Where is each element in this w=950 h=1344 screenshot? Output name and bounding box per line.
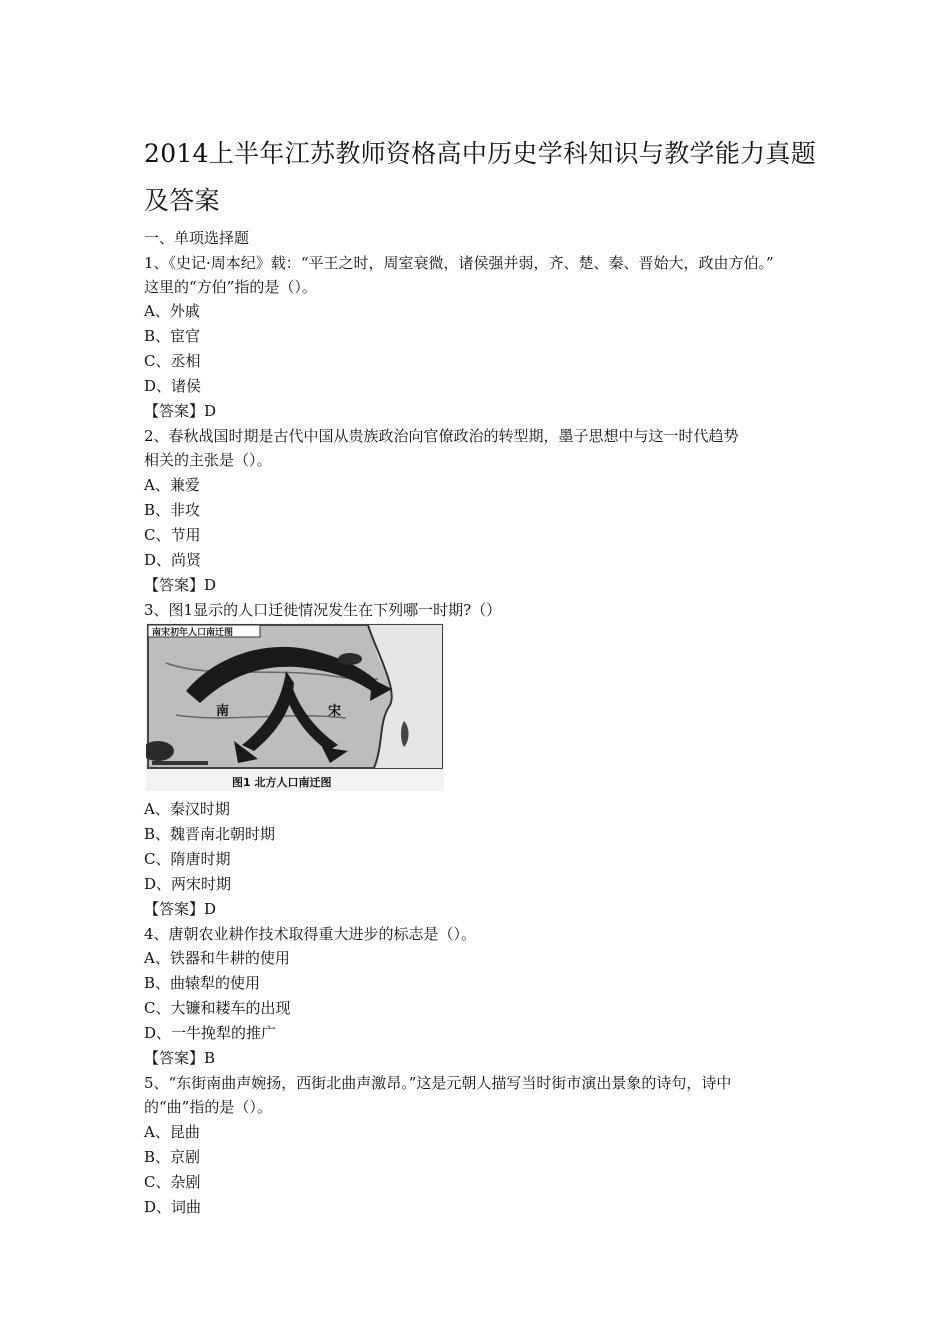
figure-caption: 图1 北方人口南迁图 <box>232 776 332 789</box>
q1-option-b: B、宦官 <box>144 327 201 345</box>
map-label-song: 宋 <box>328 704 342 719</box>
q5-option-b: B、京剧 <box>144 1148 201 1166</box>
q2-answer: 【答案】D <box>144 576 217 594</box>
q5-stem-line2: 的“曲”指的是（）。 <box>144 1098 272 1116</box>
map-dark-region <box>338 653 362 665</box>
q1-option-a: A、外戚 <box>144 302 200 320</box>
q3-option-b: B、魏晋南北朝时期 <box>144 825 276 843</box>
q4-stem-line1: 4、唐朝农业耕作技术取得重大进步的标志是（）。 <box>144 925 477 943</box>
q1-answer: 【答案】D <box>144 402 217 420</box>
q2-stem-line2: 相关的主张是（）。 <box>144 451 272 469</box>
q2-option-d: D、尚贤 <box>144 551 202 569</box>
q1-option-c: C、丞相 <box>144 352 201 370</box>
q1-stem-line1: 1、《史记·周本纪》载：“平王之时，周室衰微，诸侯强并弱，齐、楚、秦、晋始大，政由方伯。” <box>144 254 774 272</box>
q4-option-b: B、曲辕犁的使用 <box>144 974 261 992</box>
q5-option-c: C、杂剧 <box>144 1173 201 1191</box>
q5-option-a: A、昆曲 <box>144 1123 200 1141</box>
q4-answer: 【答案】B <box>144 1049 216 1067</box>
q3-answer: 【答案】D <box>144 900 217 918</box>
q1-stem-line2: 这里的“方伯”指的是（）。 <box>144 278 317 296</box>
document-title: 2014上半年江苏教师资格高中历史学科知识与教学能力真题及答案 <box>144 139 817 215</box>
q3-option-c: C、隋唐时期 <box>144 850 231 868</box>
section-heading: 一、单项选择题 <box>144 229 250 247</box>
q5-option-d: D、词曲 <box>144 1198 202 1216</box>
q4-option-d: D、一牛挽犁的推广 <box>144 1024 277 1042</box>
q2-option-a: A、兼爱 <box>144 476 200 494</box>
map-label-south: 南 <box>216 704 230 719</box>
q3-option-a: A、秦汉时期 <box>144 800 230 818</box>
map-scale-bar <box>152 761 208 765</box>
q1-option-d: D、诸侯 <box>144 377 202 395</box>
q2-option-b: B、非攻 <box>144 501 201 519</box>
map-header-text: 南宋初年人口南迁图 <box>152 628 234 638</box>
q3-stem-line1: 3、图1显示的人口迁徙情况发生在下列哪一时期?（） <box>144 601 502 619</box>
q2-option-c: C、节用 <box>144 526 201 544</box>
q4-option-a: A、铁器和牛耕的使用 <box>144 949 290 967</box>
q3-option-d: D、两宋时期 <box>144 875 232 893</box>
q2-stem-line1: 2、春秋战国时期是古代中国从贵族政治向官僚政治的转型期，墨子思想中与这一时代趋势 <box>144 427 739 445</box>
population-migration-map <box>146 623 444 791</box>
q5-stem-line1: 5、“东街南曲声婉扬，西街北曲声激昂。”这是元朝人描写当时街市演出景象的诗句，诗中 <box>144 1074 732 1092</box>
q4-option-c: C、大镰和耧车的出现 <box>144 999 291 1017</box>
